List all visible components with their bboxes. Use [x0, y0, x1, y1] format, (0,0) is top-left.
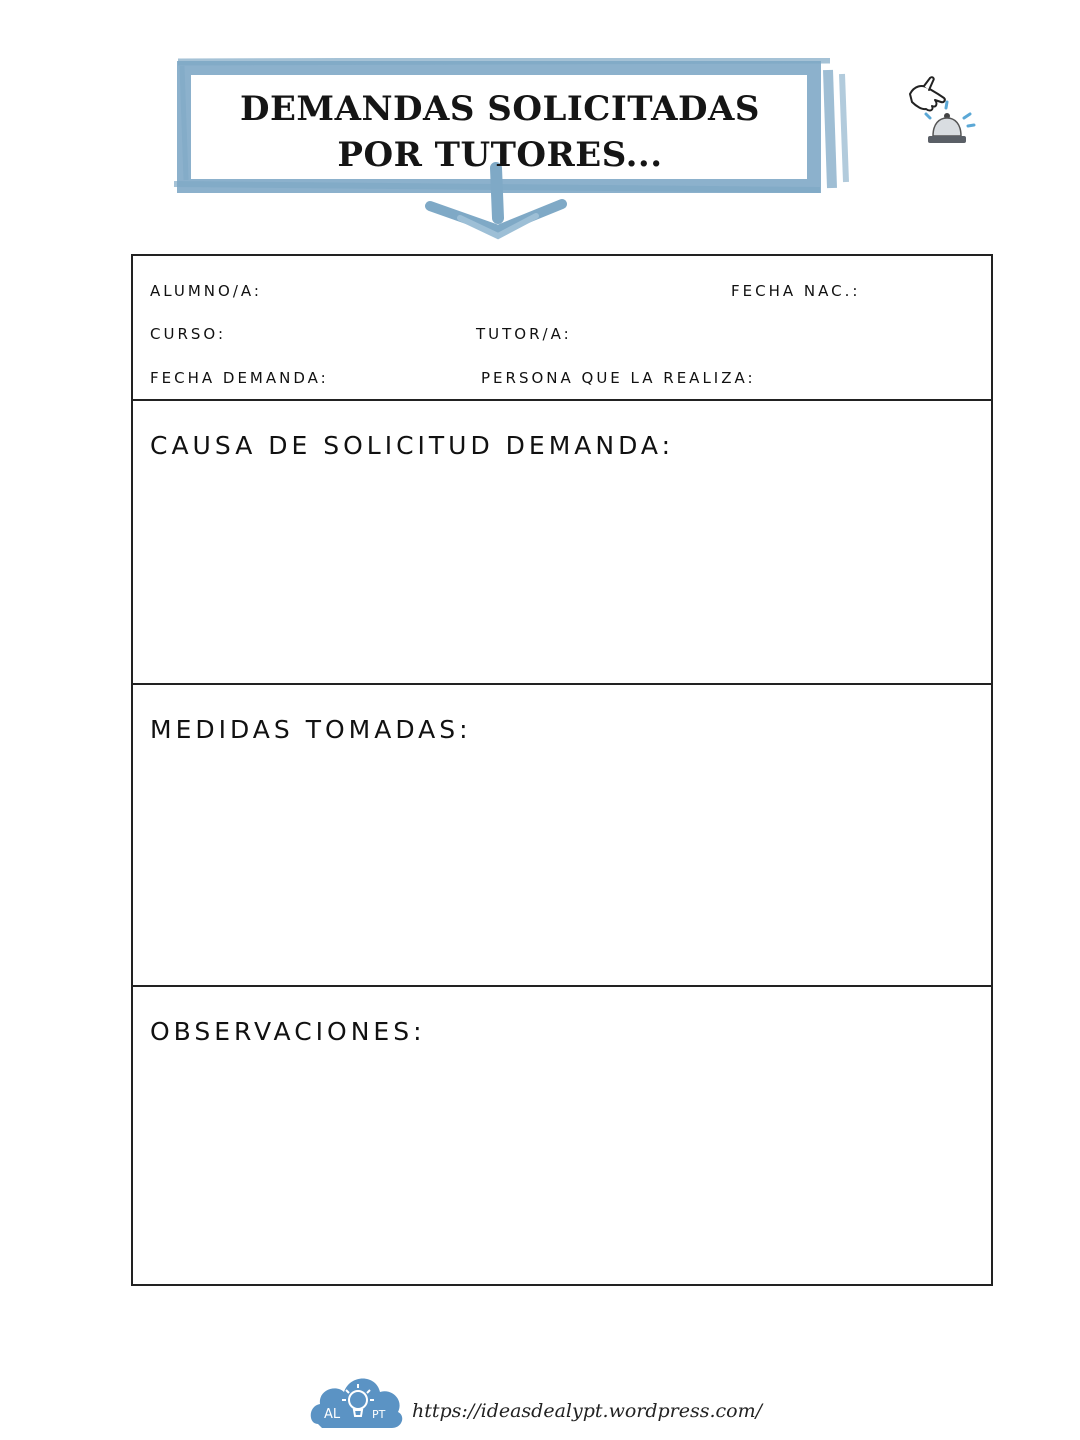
student-info-section [133, 256, 991, 400]
field-fecha-demanda[interactable]: FECHA DEMANDA: [150, 369, 329, 387]
footer-url-link[interactable]: https://ideasdealypt.wordpress.com/ [412, 1400, 763, 1422]
cloud-logo-icon [308, 1366, 408, 1436]
observaciones-section[interactable] [133, 987, 991, 1284]
observaciones-title: OBSERVACIONES: [150, 1017, 426, 1046]
field-tutor[interactable]: TUTOR/A: [476, 325, 572, 343]
field-alumno[interactable]: ALUMNO/A: [150, 282, 262, 300]
logo-text-pt: PT [372, 1408, 386, 1421]
medidas-section[interactable] [133, 685, 991, 985]
page-title [200, 86, 800, 178]
field-fecha-nac[interactable]: FECHA NAC.: [731, 282, 861, 300]
logo-text-al: AL [324, 1407, 341, 1422]
field-curso[interactable]: CURSO: [150, 325, 226, 343]
footer [308, 1366, 768, 1436]
causa-section[interactable] [133, 401, 991, 683]
demand-form [131, 254, 993, 1286]
title-banner [170, 58, 860, 243]
field-persona[interactable]: PERSONA QUE LA REALIZA: [481, 369, 756, 387]
title-line-1: DEMANDAS SOLICITADAS [240, 89, 760, 129]
hand-ringing-bell-icon [904, 72, 984, 152]
causa-title: CAUSA DE SOLICITUD DEMANDA: [150, 431, 674, 460]
title-line-2: POR TUTORES... [337, 135, 663, 175]
medidas-title: MEDIDAS TOMADAS: [150, 715, 472, 744]
